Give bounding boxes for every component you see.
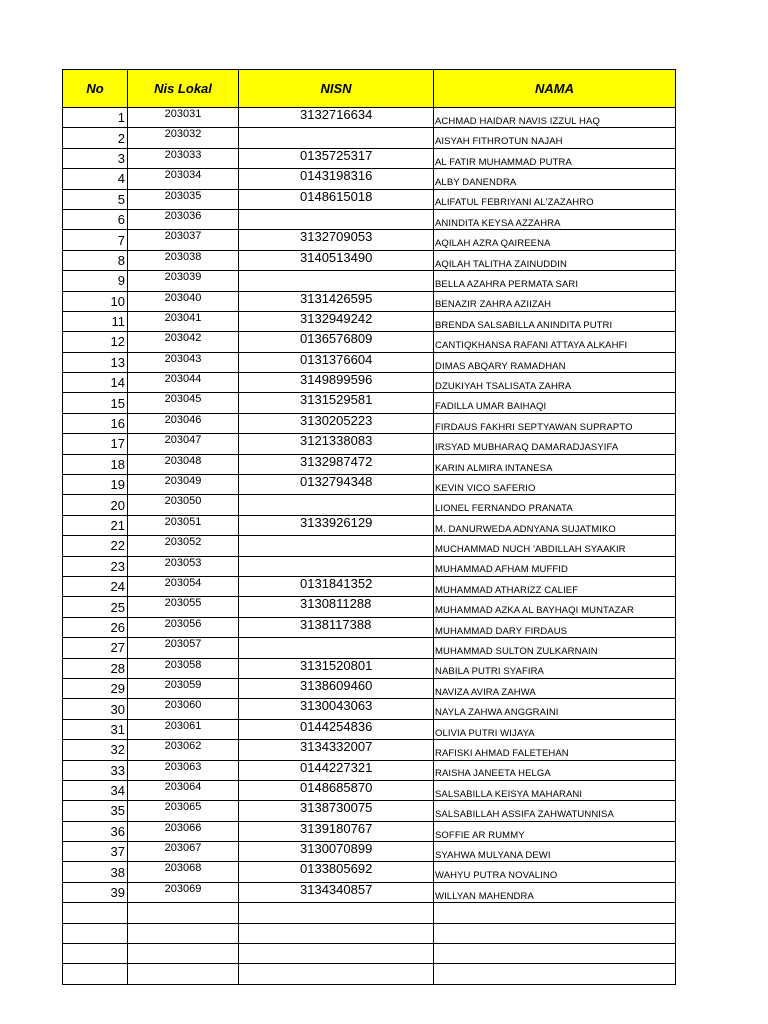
row-nama-cell[interactable]: NABILA PUTRI SYAFIRA	[434, 658, 676, 678]
row-nis-cell[interactable]: 203062	[128, 740, 239, 760]
row-no-cell[interactable]: 5	[63, 189, 128, 209]
row-nama-cell[interactable]: AISYAH FITHROTUN NAJAH	[434, 128, 676, 148]
row-nis-cell[interactable]: 203048	[128, 454, 239, 474]
table-row	[63, 373, 676, 393]
row-nama-cell[interactable]	[434, 903, 676, 923]
row-nama-cell[interactable]: ANINDITA KEYSA AZZAHRA	[434, 209, 676, 229]
row-nama-cell[interactable]	[434, 964, 676, 984]
row-nis-cell[interactable]: 203061	[128, 719, 239, 739]
row-nis-cell[interactable]: 203039	[128, 271, 239, 291]
row-nis-cell[interactable]: 203066	[128, 821, 239, 841]
row-nisn-cell[interactable]: 3132949242	[239, 311, 434, 331]
row-nis-cell[interactable]: 203064	[128, 780, 239, 800]
row-no-cell[interactable]	[63, 944, 128, 964]
row-no-cell[interactable]: 13	[63, 352, 128, 372]
table-row	[63, 740, 676, 760]
row-nama-cell[interactable]: AQILAH AZRA QAIREENA	[434, 230, 676, 250]
row-nis-cell[interactable]: 203041	[128, 311, 239, 331]
table-row	[63, 332, 676, 352]
row-nisn-cell[interactable]	[239, 638, 434, 658]
row-no-cell[interactable]: 31	[63, 719, 128, 739]
row-no-cell[interactable]: 10	[63, 291, 128, 311]
table-row	[63, 393, 676, 413]
row-nisn-cell[interactable]: 3131426595	[239, 291, 434, 311]
row-no-cell[interactable]: 26	[63, 617, 128, 637]
row-nis-cell[interactable]: 203046	[128, 413, 239, 433]
row-nis-cell[interactable]: 203034	[128, 169, 239, 189]
row-no-cell[interactable]	[63, 923, 128, 943]
row-nisn-cell[interactable]: 0148685870	[239, 780, 434, 800]
row-nis-cell[interactable]	[128, 964, 239, 984]
row-no-cell[interactable]: 17	[63, 434, 128, 454]
table-row	[63, 719, 676, 739]
row-nisn-cell[interactable]: 3130043063	[239, 699, 434, 719]
row-no-cell[interactable]: 34	[63, 780, 128, 800]
row-nama-cell[interactable]: KARIN ALMIRA INTANESA	[434, 454, 676, 474]
row-nama-cell[interactable]: MUHAMMAD AZKA AL BAYHAQI MUNTAZAR	[434, 597, 676, 617]
row-nis-cell[interactable]: 203032	[128, 128, 239, 148]
table-row	[63, 862, 676, 882]
row-nis-cell[interactable]: 203044	[128, 373, 239, 393]
row-nama-cell[interactable]: MUCHAMMAD NUCH 'ABDILLAH SYAAKIR	[434, 536, 676, 556]
row-nisn-cell[interactable]: 3121338083	[239, 434, 434, 454]
row-nisn-cell[interactable]: 0135725317	[239, 148, 434, 168]
table-row	[63, 597, 676, 617]
row-nisn-cell[interactable]	[239, 209, 434, 229]
row-nama-cell[interactable]: RAISHA JANEETA HELGA	[434, 760, 676, 780]
row-no-cell[interactable]	[63, 964, 128, 984]
row-nama-cell[interactable]: MUHAMMAD ATHARIZZ CALIEF	[434, 576, 676, 596]
row-no-cell[interactable]: 2	[63, 128, 128, 148]
row-no-cell[interactable]: 33	[63, 760, 128, 780]
table-row	[63, 209, 676, 229]
table-row	[63, 169, 676, 189]
table-row	[63, 515, 676, 535]
table-row	[63, 658, 676, 678]
row-no-cell[interactable]: 14	[63, 373, 128, 393]
row-no-cell[interactable]: 22	[63, 536, 128, 556]
row-nama-cell[interactable]: CANTIQKHANSA RAFANI ATTAYA ALKAHFI	[434, 332, 676, 352]
row-nama-cell[interactable]: KEVIN VICO SAFERIO	[434, 475, 676, 495]
row-nis-cell[interactable]: 203068	[128, 862, 239, 882]
row-nisn-cell[interactable]: 3138609460	[239, 678, 434, 698]
row-nis-cell[interactable]: 203033	[128, 148, 239, 168]
row-nisn-cell[interactable]: 3134332007	[239, 740, 434, 760]
row-nama-cell[interactable]: NAYLA ZAHWA ANGGRAINI	[434, 699, 676, 719]
row-nis-cell[interactable]: 203038	[128, 250, 239, 270]
row-nis-cell[interactable]: 203063	[128, 760, 239, 780]
row-no-cell[interactable]: 9	[63, 271, 128, 291]
row-nisn-cell[interactable]	[239, 964, 434, 984]
row-nama-cell[interactable]: FADILLA UMAR BAIHAQI	[434, 393, 676, 413]
table-row	[63, 250, 676, 270]
row-nisn-cell[interactable]	[239, 536, 434, 556]
row-no-cell[interactable]: 25	[63, 597, 128, 617]
row-no-cell[interactable]: 16	[63, 413, 128, 433]
row-nis-cell[interactable]: 203056	[128, 617, 239, 637]
row-nisn-cell[interactable]: 3133926129	[239, 515, 434, 535]
row-nisn-cell[interactable]: 0148615018	[239, 189, 434, 209]
row-nis-cell[interactable]: 203058	[128, 658, 239, 678]
row-nama-cell[interactable]: ALBY DANENDRA	[434, 169, 676, 189]
row-no-cell[interactable]: 3	[63, 148, 128, 168]
row-no-cell[interactable]	[63, 903, 128, 923]
table-row	[63, 638, 676, 658]
row-nama-cell[interactable]: AL FATIR MUHAMMAD PUTRA	[434, 148, 676, 168]
row-nisn-cell[interactable]	[239, 128, 434, 148]
table-row	[63, 842, 676, 862]
row-nis-cell[interactable]: 203040	[128, 291, 239, 311]
table-row	[63, 271, 676, 291]
row-nisn-cell[interactable]: 0144227321	[239, 760, 434, 780]
row-no-cell[interactable]: 37	[63, 842, 128, 862]
row-nisn-cell[interactable]	[239, 556, 434, 576]
row-nama-cell[interactable]	[434, 923, 676, 943]
table-row	[63, 556, 676, 576]
row-nis-cell[interactable]: 203060	[128, 699, 239, 719]
row-nis-cell[interactable]: 203053	[128, 556, 239, 576]
row-nisn-cell[interactable]: 3130205223	[239, 413, 434, 433]
row-nisn-cell[interactable]: 3140513490	[239, 250, 434, 270]
row-nisn-cell[interactable]: 3131529581	[239, 393, 434, 413]
row-nama-cell[interactable]: M. DANURWEDA ADNYANA SUJATMIKO	[434, 515, 676, 535]
table-row	[63, 454, 676, 474]
row-no-cell[interactable]: 23	[63, 556, 128, 576]
row-nama-cell[interactable]: ACHMAD HAIDAR NAVIS IZZUL HAQ	[434, 108, 676, 128]
table-row	[63, 760, 676, 780]
row-nama-cell[interactable]: MUHAMMAD AFHAM MUFFID	[434, 556, 676, 576]
row-nis-cell[interactable]	[128, 903, 239, 923]
table-row	[63, 964, 676, 984]
row-nisn-cell[interactable]: 3139180767	[239, 821, 434, 841]
row-nisn-cell[interactable]: 0143198316	[239, 169, 434, 189]
row-nisn-cell[interactable]	[239, 271, 434, 291]
row-no-cell[interactable]: 1	[63, 108, 128, 128]
row-nama-cell[interactable]: IRSYAD MUBHARAQ DAMARADJASYIFA	[434, 434, 676, 454]
table-row	[63, 903, 676, 923]
table-row	[63, 923, 676, 943]
row-nama-cell[interactable]: WILLYAN MAHENDRA	[434, 882, 676, 902]
row-nis-cell[interactable]	[128, 923, 239, 943]
row-no-cell[interactable]: 35	[63, 801, 128, 821]
row-nisn-cell[interactable]: 3134340857	[239, 882, 434, 902]
table-row	[63, 780, 676, 800]
row-nama-cell[interactable]: WAHYU PUTRA NOVALINO	[434, 862, 676, 882]
row-nisn-cell[interactable]: 3131520801	[239, 658, 434, 678]
table-row	[63, 678, 676, 698]
row-no-cell[interactable]: 28	[63, 658, 128, 678]
table-row	[63, 576, 676, 596]
row-nisn-cell[interactable]: 0131376604	[239, 352, 434, 372]
table-row	[63, 128, 676, 148]
row-no-cell[interactable]: 24	[63, 576, 128, 596]
row-nisn-cell[interactable]: 3149899596	[239, 373, 434, 393]
row-nis-cell[interactable]: 203045	[128, 393, 239, 413]
row-nis-cell[interactable]: 203050	[128, 495, 239, 515]
row-nis-cell[interactable]: 203035	[128, 189, 239, 209]
row-nisn-cell[interactable]: 0131841352	[239, 576, 434, 596]
row-nama-cell[interactable]: NAVIZA AVIRA ZAHWA	[434, 678, 676, 698]
row-nisn-cell[interactable]	[239, 944, 434, 964]
table-row	[63, 699, 676, 719]
row-nis-cell[interactable]: 203051	[128, 515, 239, 535]
table-row	[63, 944, 676, 964]
table-row	[63, 413, 676, 433]
row-nis-cell[interactable]: 203052	[128, 536, 239, 556]
row-nama-cell[interactable]: ALIFATUL FEBRIYANI AL'ZAZAHRO	[434, 189, 676, 209]
row-no-cell[interactable]: 15	[63, 393, 128, 413]
row-nis-cell[interactable]: 203043	[128, 352, 239, 372]
table-row	[63, 475, 676, 495]
row-nisn-cell[interactable]: 3138117388	[239, 617, 434, 637]
table-row	[63, 882, 676, 902]
row-nama-cell[interactable]: BRENDA SALSABILLA ANINDITA PUTRI	[434, 311, 676, 331]
row-nisn-cell[interactable]: 3132987472	[239, 454, 434, 474]
table-row	[63, 189, 676, 209]
row-nis-cell[interactable]: 203047	[128, 434, 239, 454]
row-nisn-cell[interactable]: 3132709053	[239, 230, 434, 250]
row-nisn-cell[interactable]	[239, 495, 434, 515]
row-no-cell[interactable]: 36	[63, 821, 128, 841]
row-nis-cell[interactable]: 203065	[128, 801, 239, 821]
header-nis-lokal[interactable]: Nis Lokal	[128, 70, 239, 108]
row-no-cell[interactable]: 12	[63, 332, 128, 352]
row-nama-cell[interactable]: AQILAH TALITHA ZAINUDDIN	[434, 250, 676, 270]
table-row	[63, 821, 676, 841]
row-nama-cell[interactable]: SOFFIE AR RUMMY	[434, 821, 676, 841]
row-no-cell[interactable]: 6	[63, 209, 128, 229]
table-row	[63, 495, 676, 515]
row-nis-cell[interactable]: 203057	[128, 638, 239, 658]
row-nama-cell[interactable]: SYAHWA MULYANA DEWI	[434, 842, 676, 862]
header-nisn[interactable]: NISN	[239, 70, 434, 108]
row-no-cell[interactable]: 4	[63, 169, 128, 189]
row-nis-cell[interactable]: 203055	[128, 597, 239, 617]
table-row	[63, 801, 676, 821]
row-nama-cell[interactable]: MUHAMMAD SULTON ZULKARNAIN	[434, 638, 676, 658]
row-no-cell[interactable]: 21	[63, 515, 128, 535]
row-no-cell[interactable]: 29	[63, 678, 128, 698]
row-nisn-cell[interactable]: 3130811288	[239, 597, 434, 617]
student-table	[62, 69, 676, 985]
row-nama-cell[interactable]: DIMAS ABQARY RAMADHAN	[434, 352, 676, 372]
row-nama-cell[interactable]: SALSABILLA KEISYA MAHARANI	[434, 780, 676, 800]
row-nama-cell[interactable]: RAFISKI AHMAD FALETEHAN	[434, 740, 676, 760]
row-nis-cell[interactable]: 203049	[128, 475, 239, 495]
row-nama-cell[interactable]: LIONEL FERNANDO PRANATA	[434, 495, 676, 515]
row-nis-cell[interactable]: 203037	[128, 230, 239, 250]
table-row	[63, 108, 676, 128]
row-nama-cell[interactable]: DZUKIYAH TSALISATA ZAHRA	[434, 373, 676, 393]
row-nisn-cell[interactable]: 0132794348	[239, 475, 434, 495]
table-row	[63, 148, 676, 168]
row-nisn-cell[interactable]: 3130070899	[239, 842, 434, 862]
row-no-cell[interactable]: 30	[63, 699, 128, 719]
row-nisn-cell[interactable]: 0144254836	[239, 719, 434, 739]
row-nisn-cell[interactable]	[239, 923, 434, 943]
row-nis-cell[interactable]	[128, 944, 239, 964]
table-row	[63, 352, 676, 372]
table-row	[63, 617, 676, 637]
row-nisn-cell[interactable]: 3138730075	[239, 801, 434, 821]
row-nama-cell[interactable]	[434, 944, 676, 964]
row-nama-cell[interactable]: BELLA AZAHRA PERMATA SARI	[434, 271, 676, 291]
row-nama-cell[interactable]: OLIVIA PUTRI WIJAYA	[434, 719, 676, 739]
row-no-cell[interactable]: 8	[63, 250, 128, 270]
row-no-cell[interactable]: 18	[63, 454, 128, 474]
row-nis-cell[interactable]: 203036	[128, 209, 239, 229]
row-nisn-cell[interactable]: 0136576809	[239, 332, 434, 352]
row-no-cell[interactable]: 19	[63, 475, 128, 495]
row-no-cell[interactable]: 7	[63, 230, 128, 250]
row-nisn-cell[interactable]	[239, 903, 434, 923]
row-nis-cell[interactable]: 203059	[128, 678, 239, 698]
row-nama-cell[interactable]: MUHAMMAD DARY FIRDAUS	[434, 617, 676, 637]
row-nis-cell[interactable]: 203054	[128, 576, 239, 596]
row-no-cell[interactable]: 39	[63, 882, 128, 902]
table-row	[63, 230, 676, 250]
row-nis-cell[interactable]: 203069	[128, 882, 239, 902]
row-nis-cell[interactable]: 203042	[128, 332, 239, 352]
header-no[interactable]: No	[63, 70, 128, 108]
row-no-cell[interactable]: 11	[63, 311, 128, 331]
row-no-cell[interactable]: 27	[63, 638, 128, 658]
header-row	[63, 70, 676, 108]
row-nama-cell[interactable]: BENAZIR ZAHRA AZIIZAH	[434, 291, 676, 311]
table-row	[63, 311, 676, 331]
row-nama-cell[interactable]: FIRDAUS FAKHRI SEPTYAWAN SUPRAPTO	[434, 413, 676, 433]
table-row	[63, 536, 676, 556]
row-no-cell[interactable]: 32	[63, 740, 128, 760]
header-nama[interactable]: NAMA	[434, 70, 676, 108]
row-nama-cell[interactable]: SALSABILLAH ASSIFA ZAHWATUNNISA	[434, 801, 676, 821]
table-row	[63, 291, 676, 311]
row-nisn-cell[interactable]: 3132716634	[239, 108, 434, 128]
row-nis-cell[interactable]: 203031	[128, 108, 239, 128]
row-no-cell[interactable]: 20	[63, 495, 128, 515]
row-nis-cell[interactable]: 203067	[128, 842, 239, 862]
table-row	[63, 434, 676, 454]
row-nisn-cell[interactable]: 0133805692	[239, 862, 434, 882]
row-no-cell[interactable]: 38	[63, 862, 128, 882]
